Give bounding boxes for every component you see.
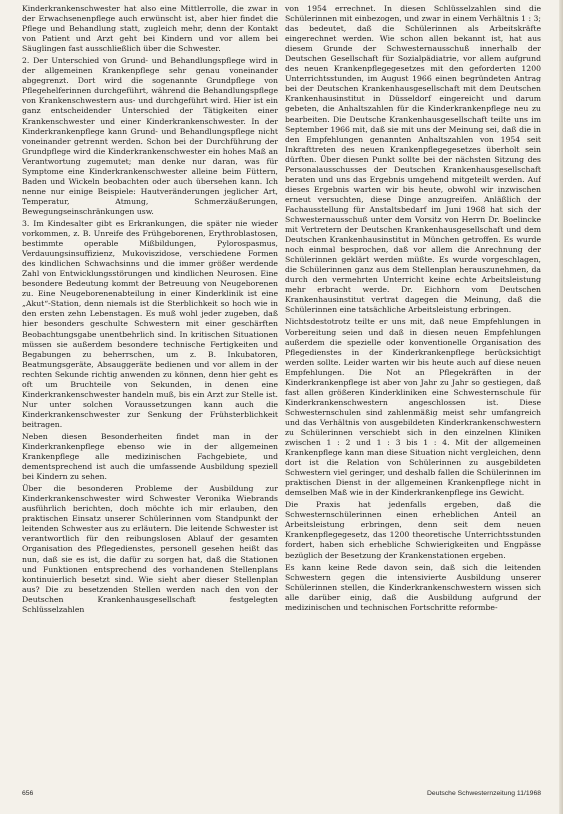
page-number: 656: [22, 789, 34, 797]
left-column: [22, 4, 278, 778]
text-columns: [22, 4, 541, 778]
paragraph: Kinderkrankenschwester hat also eine Mittlerrolle, die zwar in der Erwachsenenpflege auch erwünscht ist, aber hier findet die Pflege und Behandlung statt, zugleich mehr, denn der Kontakt von Patient und Arzt geht bei Kindern und vor allem bei Säuglingen fast ausschließlich über die Schwester.: [22, 4, 278, 54]
paragraph: 2. Der Unterschied von Grund- und Behandlungspflege wird in der allgemeinen Krankenpflege sehr genau voneinander abgegrenzt. Dort wird die sogenannte Grundpflege von Pflegehelferinnen durchgeführt, während die Behandlungspflege von Krankenschwestern aus- und durchgeführt wird. Hier ist ein ganz entscheidender Unterschied der Tätigkeiten einer Krankenschwester und einer Kinderkrankenschwester. In der Kinderkrankenpflege kann Grund- und Behandlungspflege nicht voneinander getrennt werden. Schon bei der Durchführung der Grundpflege wird die Kinderkrankenschwester ein hohes Maß an Verantwortung zugemutet; man denke nur daran, was für Symptome eine Kinderkrankenschwester alleine beim Füttern, Baden und Wickeln beobachten oder auch übersehen kann. Ich nenne nur einige Beispiele: Hautveränderungen jeglicher Art, Temperatur, Atmung, Schmerzäußerungen, Bewegungseinschränkungen usw.: [22, 56, 278, 216]
paragraph: 3. Im Kindesalter gibt es Erkrankungen, die später nie wieder vorkommen, z. B. Unreife des Frühgeborenen, Erythroblastosen, bestimmte operable Mißbildungen, Pylorospasmus, Verdauungsinsuffizienz, Mukoviszidose, verschiedene Formen des kindlichen Schwachsinns und die immer größer werdende Zahl von Entwicklungsstörungen und kindlichen Neurosen. Eine besondere Bedeutung kommt der Betreuung von Neugeborenen zu. Eine Neugeborenenabteilung in einer Kinderklinik ist eine „Akut“-Station, denn niemals ist die Sterblichkeit so hoch wie in den ersten zehn Lebenstagen. Es muß wohl jeder zugeben, daß hier besonders geschulte Schwestern mit einer geschärften Beobachtungsgabe unentbehrlich sind. In kritischen Situationen müssen sie außerdem besondere technische Fertigkeiten und Begabungen zu beherrschen, um z. B. Inkubatoren, Beatmungsgeräte, Absauggeräte bedienen und vor allem in der rechten Sekunde richtig anwenden zu können, denn hier geht es oft um Bruchteile von Sekunden, in denen eine Kinderkrankenschwester handeln muß, bis ein Arzt zur Stelle ist. Nur unter solchen Voraussetzungen kann auch die Kinderkrankenschwester zur Senkung der Frühsterblichkeit beitragen.: [22, 218, 278, 429]
paragraph: Es kann keine Rede davon sein, daß sich die leitenden Schwestern gegen die intensivierte Ausbildung unserer Schülerinnen stellen, die Kinderkrankenschwestern wissen sich alle darüber einig, daß die Ausbildung aufgrund der medizinischen und technischen Fortschritte reformbe-: [285, 562, 541, 612]
paragraph: Über die besonderen Probleme der Ausbildung zur Kinderkrankenschwester wird Schwester Veronika Wiebrands ausführlich berichten, doch möchte ich mir erlauben, den praktischen Einsatz unserer Schülerinnen vom Standpunkt der leitenden Schwester aus zu erläutern. Die leitende Schwester ist verantwortlich für den reibungslosen Ablauf der gesamten Organisation des Pflegedienstes, personell gesehen heißt das nun, daß sie es ist, die dafür zu sorgen hat, daß die Stationen und Funktionen entsprechend des vorhandenen Stellenplans kontinuierlich besetzt sind. Wie sieht aber dieser Stellenplan aus? Die zu besetzenden Stellen werden nach den von der Deutschen Krankenhausgesellschaft festgelegten Schlüsselzahlen: [22, 484, 278, 614]
paragraph: Die Praxis hat jedenfalls ergeben, daß die Schwesternschülerinnen einen erheblichen Anteil an Arbeitsleistung erbringen, denn seit dem neuen Krankenpflegegesetz, das 1200 theoretische Unterrichtsstunden fordert, haben sich erhebliche Schwierigkeiten und Engpässe bezüglich der Besetzung der Krankenstationen ergeben.: [285, 500, 541, 560]
scan-edge-shadow: [559, 0, 563, 814]
paragraph: von 1954 errechnet. In diesen Schlüsselzahlen sind die Schülerinnen mit einbezogen, und zwar in einem Verhältnis 1 : 3; das bedeutet, daß die Schülerinnen als Arbeitskräfte eingerechnet werden. Wie schon allen bekannt ist, hat aus diesem Grunde der Schwesternausschuß innerhalb der Deutschen Gesellschaft für Sozialpädiatrie, vor allem aufgrund des neuen Krankenpflegegesetzes mit den geforderten 1200 Unterrichtsstunden, im August 1966 einen begründeten Antrag bei der Deutschen Krankenhausgesellschaft mit dem Deutschen Krankenhausinstitut in Düsseldorf eingereicht und darum gebeten, die Anhaltszahlen für die Kinderkrankenpflege neu zu bearbeiten. Die Deutsche Krankenhausgesellschaft teilte uns im September 1966 mit, daß sie mit uns der Meinung sei, daß die in den Empfehlungen genannten Anhaltszahlen von 1954 seit Inkrafttreten des neuen Krankenpflegegesetzes überholt sein dürften. Über diesen Punkt sollte bei der nächsten Sitzung des Personalausschusses der Deutschen Krankenhausgesellschaft beraten und uns das Ergebnis umgehend mitgeteilt werden. Auf dieses Ergebnis warten wir bis heute, obwohl wir inzwischen erneut versuchten, diese Dinge anzugreifen. Anläßlich der Fachausstellung für Anstaltsbedarf im Juni 1968 hat sich der Schwesternausschuß unter dem Vorsitz von Herrn Dr. Boelincke mit Vertretern der Deutschen Krankenhausgesellschaft und dem Deutschen Krankenhausinstitut in München getroffen. Es wurde noch einmal besprochen, daß vor allem die Anrechnung der Schülerinnen geklärt werden müßte. Es wurde vorgeschlagen, die Schülerinnen ganz aus dem Stellenplan herauszunehmen, da durch den vermehrten Unterricht keine echte Arbeitsleistung mehr erbracht werde. Dr. Eichhorn vom Deutschen Krankenhausinstitut vertrat dagegen die Meinung, daß die Schülerinnen eine tatsächliche Arbeitsleistung erbringen.: [285, 4, 541, 315]
page-footer: [22, 786, 541, 800]
paragraph: Neben diesen Besonderheiten findet man in der Kinderkrankenpflege ebenso wie in der allgemeinen Krankenpflege alle medizinischen Fachgebiete, und dementsprechend ist auch die umfassende Ausbildung speziell bei Kindern zu sehen.: [22, 431, 278, 482]
journal-reference: Deutsche Schwesternzeitung 11/1968: [427, 789, 541, 797]
right-column: [285, 4, 541, 778]
paragraph: Nichtsdestotrotz teilte er uns mit, daß neue Empfehlungen in Vorbereitung seien und daß in diesen neuen Empfehlungen außerdem die spezielle oder konventionelle Organisation des Pflegedienstes in der Kinderkrankenpflege berücksichtigt werden sollte. Leider warten wir bis heute auch auf diese neuen Empfehlungen. Die Not an Pflegekräften in der Kinderkrankenpflege ist aber von Jahr zu Jahr so gestiegen, daß fast allen größeren Kinderkliniken eine Schwesternschule für Kinderkrankenschwestern angeschlossen ist. Diese Schwesternschulen sind zahlenmäßig meist sehr umfangreich und das Verhältnis von ausgebildeten Kinderkrankenschwestern zu Schülerinnen verschiebt sich in den einzelnen Kliniken zwischen 1 : 2 und 1 : 3 bis 1 : 4. Mit der allgemeinen Krankenpflege kann man diese Situation nicht vergleichen, denn dort ist die Relation von Schülerinnen zu ausgebildeten Schwestern viel geringer, und deshalb fallen die Schülerinnen im praktischen Dienst in der allgemeinen Krankenpflege nicht in demselben Maß wie in der Kinderkrankenpflege ins Gewicht.: [285, 317, 541, 498]
